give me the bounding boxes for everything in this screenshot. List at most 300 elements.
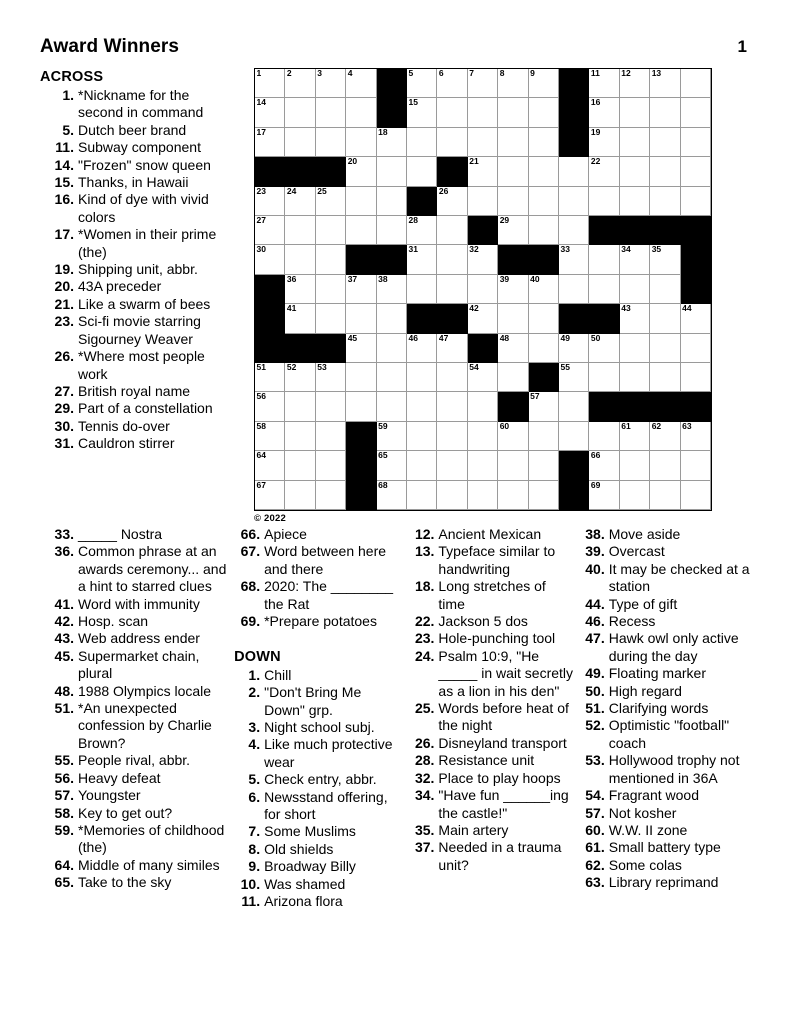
clue-number: 50. <box>585 682 605 699</box>
grid-cell[interactable] <box>589 157 619 186</box>
clue-item[interactable] <box>579 752 751 787</box>
clue-item[interactable] <box>579 596 751 613</box>
clue-item[interactable] <box>234 613 404 630</box>
grid-cell-number: 1 <box>256 68 262 78</box>
grid-cell[interactable] <box>285 69 315 98</box>
clue-item[interactable] <box>408 613 574 630</box>
grid-cell[interactable] <box>681 187 711 216</box>
grid-cell[interactable] <box>529 334 559 363</box>
clue-item[interactable] <box>40 226 230 261</box>
grid-cell[interactable] <box>316 363 346 392</box>
grid-cell[interactable] <box>498 187 528 216</box>
clue-item[interactable] <box>579 613 751 630</box>
grid-cell[interactable] <box>346 128 376 157</box>
grid-cell-block <box>346 422 376 451</box>
grid-cell[interactable] <box>620 98 650 127</box>
grid-cell-number: 51 <box>256 361 266 372</box>
grid-cell[interactable] <box>255 187 285 216</box>
grid-cell[interactable] <box>255 392 285 421</box>
grid-cell-block <box>529 363 559 392</box>
clue-item[interactable] <box>40 770 228 787</box>
clue-item[interactable] <box>234 858 404 875</box>
clues-column-4 <box>579 526 753 892</box>
grid-cell[interactable] <box>589 363 619 392</box>
clue-text: Arizona flora <box>264 893 343 910</box>
clue-item[interactable] <box>234 543 404 578</box>
clue-item[interactable] <box>40 613 228 630</box>
grid-cell[interactable] <box>620 451 650 480</box>
grid-cell[interactable] <box>650 422 680 451</box>
grid-cell[interactable] <box>589 69 619 98</box>
grid-cell-block <box>559 304 589 333</box>
clue-item[interactable] <box>579 839 751 856</box>
clue-item[interactable] <box>579 787 751 804</box>
grid-cell[interactable] <box>620 69 650 98</box>
grid-cell[interactable] <box>498 128 528 157</box>
clue-item[interactable] <box>408 735 574 752</box>
clue-item[interactable] <box>234 823 404 840</box>
grid-cell[interactable] <box>316 216 346 245</box>
grid-cell[interactable] <box>468 304 498 333</box>
grid-cell[interactable] <box>407 216 437 245</box>
grid-cell[interactable] <box>346 275 376 304</box>
grid-cell[interactable] <box>316 245 346 274</box>
grid-cell[interactable] <box>437 128 467 157</box>
clue-item[interactable] <box>40 383 230 400</box>
grid-cell[interactable] <box>650 363 680 392</box>
grid-cell[interactable] <box>285 451 315 480</box>
grid-cell[interactable] <box>620 334 650 363</box>
grid-cell[interactable] <box>437 334 467 363</box>
grid-cell[interactable] <box>407 275 437 304</box>
grid-cell[interactable] <box>346 69 376 98</box>
grid-cell[interactable] <box>255 69 285 98</box>
grid-cell[interactable] <box>650 98 680 127</box>
grid-cell-block <box>377 69 407 98</box>
grid-cell[interactable] <box>255 481 285 510</box>
grid-cell[interactable] <box>377 451 407 480</box>
grid-cell[interactable] <box>681 451 711 480</box>
grid-cell[interactable] <box>255 216 285 245</box>
grid-cell[interactable] <box>377 128 407 157</box>
grid-cell[interactable] <box>559 334 589 363</box>
grid-cell[interactable] <box>437 245 467 274</box>
grid-cell-number: 69 <box>590 479 601 490</box>
grid-cell[interactable] <box>437 187 467 216</box>
clue-item[interactable] <box>40 543 228 595</box>
grid-cell[interactable] <box>650 245 680 274</box>
clue-item[interactable] <box>408 648 574 700</box>
clue-item[interactable] <box>234 736 404 771</box>
grid-cell[interactable] <box>285 216 315 245</box>
clue-text: Newsstand offering, for short <box>264 788 388 823</box>
grid-cell[interactable] <box>681 157 711 186</box>
grid-cell[interactable] <box>407 245 437 274</box>
grid-cell[interactable] <box>255 451 285 480</box>
clue-item[interactable] <box>40 526 228 543</box>
grid-cell[interactable] <box>498 157 528 186</box>
clue-item[interactable] <box>579 717 751 752</box>
clue-item[interactable] <box>40 752 228 769</box>
grid-cell[interactable] <box>255 363 285 392</box>
clue-item[interactable] <box>40 418 230 435</box>
grid-cell[interactable] <box>589 422 619 451</box>
across-clue-list-2 <box>234 526 404 630</box>
clue-item[interactable] <box>40 435 230 452</box>
grid-cell[interactable] <box>407 334 437 363</box>
grid-cell[interactable] <box>559 157 589 186</box>
clue-text: Some Muslims <box>264 823 356 840</box>
grid-cell-block <box>589 216 619 245</box>
grid-cell[interactable] <box>407 363 437 392</box>
grid-cell[interactable] <box>468 481 498 510</box>
grid-cell[interactable] <box>559 187 589 216</box>
grid-cell[interactable] <box>468 69 498 98</box>
grid-cell[interactable] <box>589 98 619 127</box>
grid-cell[interactable] <box>407 69 437 98</box>
clue-item[interactable] <box>579 874 751 891</box>
clue-item[interactable] <box>234 684 404 719</box>
clue-item[interactable] <box>579 526 751 543</box>
grid-cell[interactable] <box>407 481 437 510</box>
grid-cell[interactable] <box>620 157 650 186</box>
grid-cell[interactable] <box>681 334 711 363</box>
grid-cell[interactable] <box>468 422 498 451</box>
grid-cell[interactable] <box>620 363 650 392</box>
grid-cell[interactable] <box>346 363 376 392</box>
grid-cell[interactable] <box>316 187 346 216</box>
clue-item[interactable] <box>40 700 228 752</box>
grid-cell[interactable] <box>620 304 650 333</box>
clue-item[interactable] <box>40 87 230 122</box>
grid-cell[interactable] <box>407 392 437 421</box>
grid-cell[interactable] <box>437 275 467 304</box>
grid-cell-number: 27 <box>256 214 266 225</box>
grid-cell[interactable] <box>437 69 467 98</box>
grid-cell[interactable] <box>255 422 285 451</box>
grid-cell[interactable] <box>468 392 498 421</box>
grid-cell[interactable] <box>498 98 528 127</box>
clue-item[interactable] <box>408 839 574 874</box>
clue-item[interactable] <box>234 789 404 824</box>
clue-item[interactable] <box>408 630 574 647</box>
grid-cell[interactable] <box>407 128 437 157</box>
grid-cell[interactable] <box>650 187 680 216</box>
grid-cell[interactable] <box>529 392 559 421</box>
grid-cell[interactable] <box>529 275 559 304</box>
grid-cell-block <box>589 304 619 333</box>
clue-text: Floating marker <box>608 665 706 682</box>
clue-item[interactable] <box>40 630 228 647</box>
clue-item[interactable] <box>579 805 751 822</box>
grid-cell[interactable] <box>559 245 589 274</box>
grid-cell-number: 33 <box>560 244 570 255</box>
grid-cell[interactable] <box>589 481 619 510</box>
clue-item[interactable] <box>234 771 404 788</box>
clue-item[interactable] <box>408 578 574 613</box>
clue-number: 57. <box>585 804 605 821</box>
clue-item[interactable] <box>40 648 228 683</box>
grid-cell[interactable] <box>529 481 559 510</box>
clue-item[interactable] <box>40 874 228 891</box>
grid-cell[interactable] <box>589 245 619 274</box>
clue-item[interactable] <box>579 665 751 682</box>
grid-cell[interactable] <box>285 245 315 274</box>
copyright-notice: © 2022 <box>254 513 286 524</box>
grid-cell-block <box>255 334 285 363</box>
clue-item[interactable] <box>234 893 404 910</box>
clue-item[interactable] <box>40 278 230 295</box>
clue-item[interactable] <box>579 561 751 596</box>
grid-cell[interactable] <box>529 304 559 333</box>
grid-cell[interactable] <box>377 481 407 510</box>
clue-item[interactable] <box>40 157 230 174</box>
clue-item[interactable] <box>234 876 404 893</box>
clue-item[interactable] <box>40 787 228 804</box>
grid-cell[interactable] <box>316 128 346 157</box>
grid-cell[interactable] <box>255 128 285 157</box>
grid-cell[interactable] <box>437 98 467 127</box>
grid-cell[interactable] <box>407 157 437 186</box>
grid-cell[interactable] <box>498 451 528 480</box>
clue-item[interactable] <box>408 700 574 735</box>
grid-cell[interactable] <box>650 334 680 363</box>
clue-item[interactable] <box>40 296 230 313</box>
grid-cell[interactable] <box>377 304 407 333</box>
grid-cell[interactable] <box>468 98 498 127</box>
grid-cell[interactable] <box>285 187 315 216</box>
clue-item[interactable] <box>40 313 230 348</box>
grid-cell[interactable] <box>650 157 680 186</box>
grid-cell[interactable] <box>346 187 376 216</box>
grid-cell[interactable] <box>620 187 650 216</box>
clue-item[interactable] <box>40 857 228 874</box>
clue-item[interactable] <box>40 122 230 139</box>
grid-cell[interactable] <box>407 98 437 127</box>
grid-cell-number: 36 <box>286 273 297 284</box>
grid-cell-number: 59 <box>378 420 388 431</box>
clue-number: 52. <box>585 717 605 734</box>
grid-cell[interactable] <box>650 304 680 333</box>
grid-cell[interactable] <box>285 98 315 127</box>
grid-cell[interactable] <box>377 392 407 421</box>
clue-number: 5. <box>62 121 74 138</box>
grid-cell[interactable] <box>650 275 680 304</box>
grid-cell[interactable] <box>529 98 559 127</box>
grid-cell[interactable] <box>346 304 376 333</box>
clue-item[interactable] <box>40 400 230 417</box>
grid-cell[interactable] <box>559 363 589 392</box>
grid-cell[interactable] <box>285 422 315 451</box>
grid-cell-number: 37 <box>347 273 358 284</box>
clue-item[interactable] <box>408 822 574 839</box>
grid-cell[interactable] <box>681 304 711 333</box>
clue-number: 49. <box>585 665 605 682</box>
clue-item[interactable] <box>579 857 751 874</box>
clue-number: 20. <box>54 278 74 295</box>
clue-item[interactable] <box>234 841 404 858</box>
grid-cell[interactable] <box>468 363 498 392</box>
grid-cell[interactable] <box>681 128 711 157</box>
grid-cell[interactable] <box>316 98 346 127</box>
clue-item[interactable] <box>40 805 228 822</box>
grid-cell[interactable] <box>650 481 680 510</box>
grid-cell[interactable] <box>255 245 285 274</box>
clue-text: Was shamed <box>264 875 346 892</box>
clue-item[interactable] <box>579 630 751 665</box>
grid-cell[interactable] <box>377 334 407 363</box>
grid-cell[interactable] <box>346 216 376 245</box>
grid-cell[interactable] <box>620 275 650 304</box>
grid-cell[interactable] <box>529 216 559 245</box>
grid-cell[interactable] <box>498 216 528 245</box>
grid-cell[interactable] <box>589 128 619 157</box>
grid-cell[interactable] <box>681 363 711 392</box>
grid-cell[interactable] <box>681 422 711 451</box>
grid-cell[interactable] <box>620 128 650 157</box>
clue-number: 68. <box>240 578 261 595</box>
clue-number: 25. <box>414 700 435 717</box>
grid-cell[interactable] <box>285 275 315 304</box>
clue-item[interactable] <box>234 719 404 736</box>
grid-cell[interactable] <box>529 128 559 157</box>
grid-cell[interactable] <box>285 128 315 157</box>
grid-cell[interactable] <box>316 451 346 480</box>
grid-cell[interactable] <box>498 481 528 510</box>
grid-cell[interactable] <box>559 422 589 451</box>
grid-cell[interactable] <box>316 422 346 451</box>
grid-cell[interactable] <box>498 363 528 392</box>
grid-cell[interactable] <box>681 98 711 127</box>
grid-cell[interactable] <box>346 392 376 421</box>
crossword-grid[interactable] <box>254 68 712 511</box>
clue-number: 65. <box>54 874 74 891</box>
grid-cell[interactable] <box>589 275 619 304</box>
grid-cell[interactable] <box>377 187 407 216</box>
grid-cell[interactable] <box>498 275 528 304</box>
clue-text: Type of gift <box>608 595 678 612</box>
grid-cell[interactable] <box>498 304 528 333</box>
grid-cell[interactable] <box>437 451 467 480</box>
grid-cell[interactable] <box>529 451 559 480</box>
clue-item[interactable] <box>234 526 404 543</box>
grid-cell[interactable] <box>316 392 346 421</box>
grid-cell[interactable] <box>346 334 376 363</box>
column-2-gap <box>234 630 404 647</box>
clue-item[interactable] <box>234 667 404 684</box>
grid-cell[interactable] <box>589 334 619 363</box>
grid-cell[interactable] <box>529 187 559 216</box>
grid-cell[interactable] <box>681 69 711 98</box>
clue-text: Fragrant wood <box>608 787 700 804</box>
grid-cell[interactable] <box>285 481 315 510</box>
clue-item[interactable] <box>579 700 751 717</box>
grid-cell[interactable] <box>377 363 407 392</box>
grid-cell-number: 48 <box>499 332 510 343</box>
clue-item[interactable] <box>40 261 230 278</box>
clue-text: 2020: The ________ the Rat <box>264 578 394 612</box>
clue-item[interactable] <box>40 174 230 191</box>
grid-cell[interactable] <box>407 422 437 451</box>
grid-cell[interactable] <box>316 304 346 333</box>
grid-cell[interactable] <box>650 451 680 480</box>
clue-item[interactable] <box>408 526 574 543</box>
grid-cell[interactable] <box>285 392 315 421</box>
grid-cell[interactable] <box>407 451 437 480</box>
grid-cell[interactable] <box>559 216 589 245</box>
grid-cell[interactable] <box>529 69 559 98</box>
clue-item[interactable] <box>40 139 230 156</box>
clue-item[interactable] <box>40 191 230 226</box>
clue-item[interactable] <box>234 578 404 613</box>
grid-cell[interactable] <box>468 275 498 304</box>
grid-cell[interactable] <box>437 363 467 392</box>
grid-cell[interactable] <box>650 128 680 157</box>
grid-cell[interactable] <box>559 392 589 421</box>
grid-cell[interactable] <box>468 128 498 157</box>
clue-item[interactable] <box>40 348 230 383</box>
grid-cell[interactable] <box>559 275 589 304</box>
clue-number: 36. <box>54 543 74 560</box>
grid-cell[interactable] <box>346 98 376 127</box>
grid-cell[interactable] <box>589 451 619 480</box>
grid-cell[interactable] <box>498 422 528 451</box>
grid-cell[interactable] <box>498 334 528 363</box>
grid-cell[interactable] <box>468 245 498 274</box>
grid-cell[interactable] <box>377 216 407 245</box>
clue-item[interactable] <box>408 752 574 769</box>
grid-cell[interactable] <box>437 392 467 421</box>
clue-item[interactable] <box>408 543 574 578</box>
grid-cell-number: 56 <box>256 391 266 402</box>
grid-cell[interactable] <box>681 481 711 510</box>
clue-item[interactable] <box>579 683 751 700</box>
grid-cell[interactable] <box>437 481 467 510</box>
grid-cell[interactable] <box>437 216 467 245</box>
grid-cell[interactable] <box>377 157 407 186</box>
clue-item[interactable] <box>579 543 751 560</box>
grid-cell[interactable] <box>377 422 407 451</box>
grid-cell[interactable] <box>620 481 650 510</box>
grid-cell[interactable] <box>316 69 346 98</box>
grid-cell[interactable] <box>620 245 650 274</box>
clue-item[interactable] <box>579 822 751 839</box>
grid-cell[interactable] <box>468 187 498 216</box>
grid-cell[interactable] <box>589 187 619 216</box>
grid-cell[interactable] <box>529 157 559 186</box>
grid-cell[interactable] <box>285 363 315 392</box>
grid-cell[interactable] <box>377 275 407 304</box>
grid-cell[interactable] <box>316 481 346 510</box>
clue-number: 19. <box>54 261 74 278</box>
clue-item[interactable] <box>408 787 574 822</box>
grid-cell[interactable] <box>316 275 346 304</box>
grid-cell[interactable] <box>498 69 528 98</box>
grid-cell[interactable] <box>437 422 467 451</box>
grid-cell[interactable] <box>529 422 559 451</box>
clue-item[interactable] <box>40 683 228 700</box>
grid-cell[interactable] <box>285 304 315 333</box>
grid-cell[interactable] <box>650 69 680 98</box>
grid-cell[interactable] <box>468 157 498 186</box>
grid-cell[interactable] <box>346 157 376 186</box>
clue-item[interactable] <box>40 596 228 613</box>
grid-cell[interactable] <box>620 422 650 451</box>
clue-item[interactable] <box>40 822 228 857</box>
clue-item[interactable] <box>408 770 574 787</box>
grid-cell[interactable] <box>468 451 498 480</box>
grid-cell[interactable] <box>255 98 285 127</box>
